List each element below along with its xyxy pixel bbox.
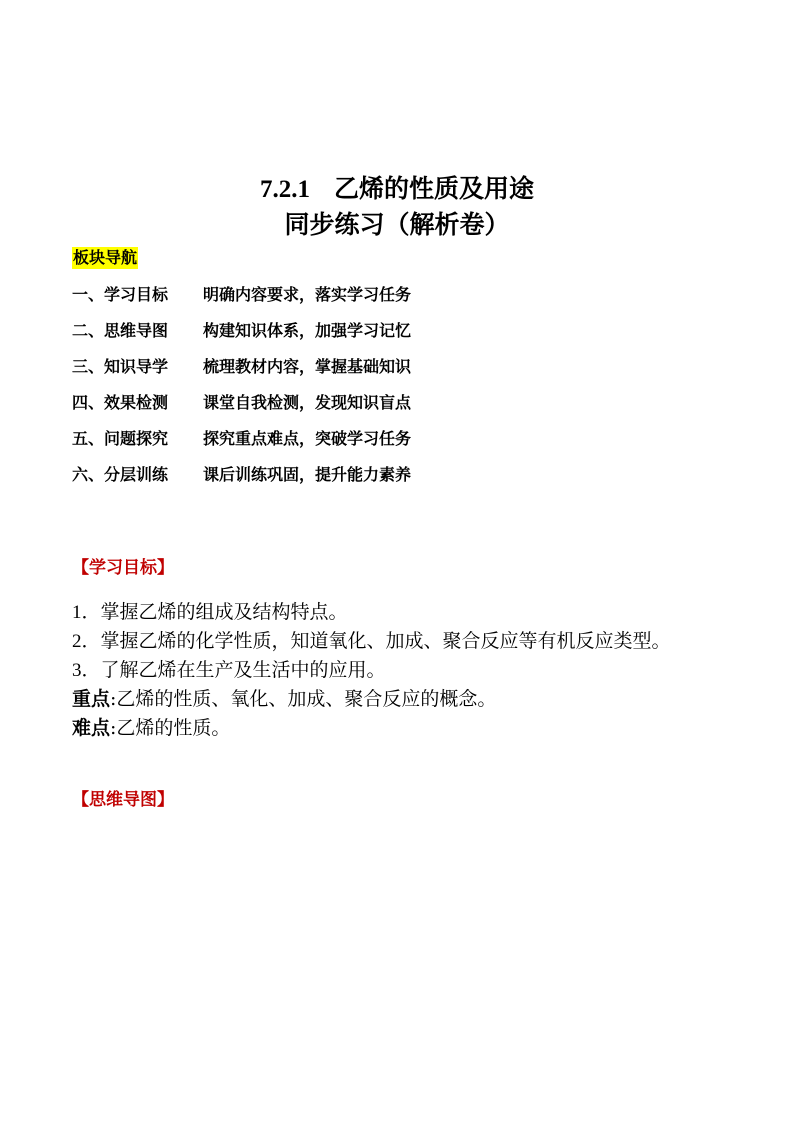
objectives-heading: 【学习目标】 [72, 558, 174, 578]
nav-item [72, 462, 411, 498]
nav-item-section: 一、学习目标 [72, 285, 169, 304]
difficult-point-label: 难点 [72, 717, 111, 739]
nav-item-desc: 课堂自我检测，发现知识盲点 [203, 393, 412, 412]
nav-item-section: 三、知识导学 [72, 357, 169, 376]
nav-item-section: 二、思维导图 [72, 321, 169, 340]
objective-text: 掌握乙烯的化学性质，知道氧化、加成、聚合反应等有机反应类型。 [100, 630, 671, 652]
title-main: 乙烯的性质及用途 [333, 174, 534, 203]
nav-item [72, 354, 411, 390]
nav-item-desc: 明确内容要求，落实学习任务 [203, 285, 412, 304]
nav-item [72, 282, 411, 318]
page-title [0, 173, 794, 206]
nav-item-desc: 梳理教材内容，掌握基础知识 [203, 357, 412, 376]
objective-text: 了解乙烯在生产及生活中的应用。 [100, 659, 386, 681]
page-subtitle: 同步练习（解析卷） [284, 210, 510, 239]
nav-label: 板块导航 [73, 248, 138, 267]
nav-item-desc: 课后训练巩固，提升能力素养 [203, 465, 412, 484]
objective-text: 掌握乙烯的组成及结构特点。 [100, 601, 348, 623]
objective-number: 1． [72, 602, 101, 623]
nav-item [72, 318, 411, 354]
nav-item-section: 五、问题探究 [72, 429, 169, 448]
difficult-point [72, 714, 732, 743]
mindmap-heading: 【思维导图】 [72, 790, 174, 810]
objective-item [72, 627, 732, 656]
nav-item-section: 四、效果检测 [72, 393, 169, 412]
nav-list [72, 282, 411, 498]
objective-item [72, 656, 732, 685]
key-point [72, 685, 732, 714]
key-point-text: :乙烯的性质、氧化、加成、聚合反应的概念。 [110, 688, 497, 710]
key-point-label: 重点 [72, 688, 111, 710]
title-number: 7.2.1 [259, 176, 310, 203]
difficult-point-text: :乙烯的性质。 [110, 717, 231, 739]
nav-item [72, 426, 411, 462]
objective-item [72, 598, 732, 627]
objectives-body [72, 598, 732, 743]
nav-item-section: 六、分层训练 [72, 465, 169, 484]
nav-item [72, 390, 411, 426]
objective-number: 2． [72, 631, 101, 652]
objective-number: 3． [72, 660, 101, 681]
nav-item-desc: 探究重点难点，突破学习任务 [203, 429, 412, 448]
nav-item-desc: 构建知识体系，加强学习记忆 [203, 321, 412, 340]
